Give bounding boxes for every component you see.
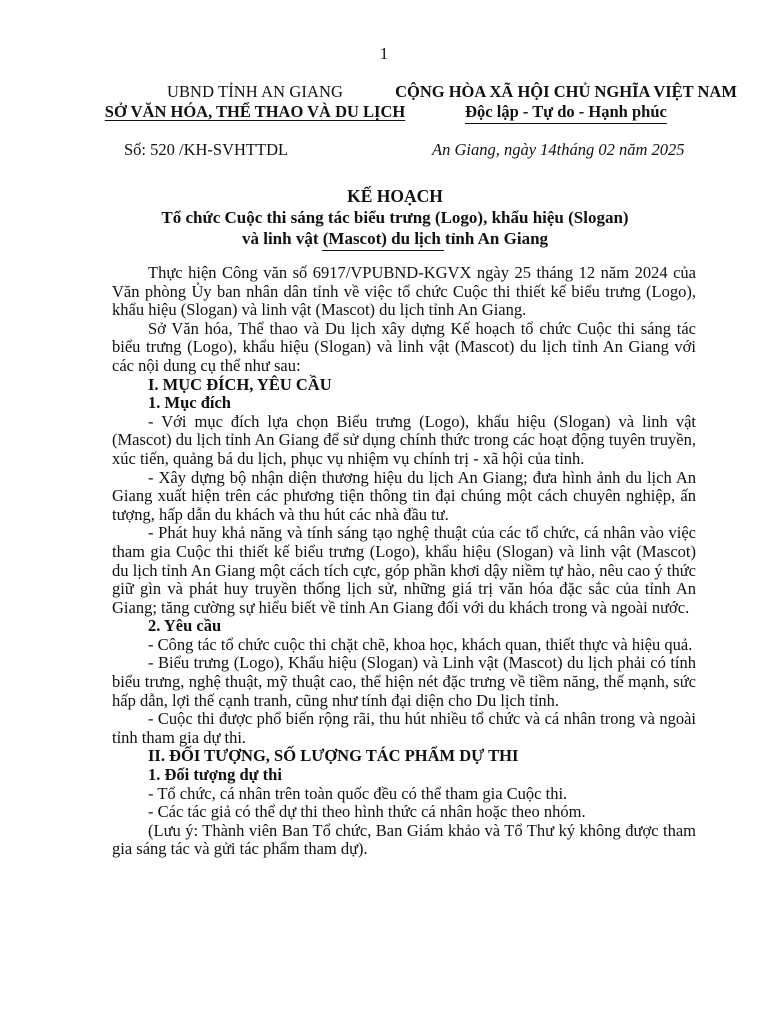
body-paragraph: - Với mục đích lựa chọn Biểu trưng (Logo), khẩu hiệu (Slogan) và linh vật (Mascot) du lịch tỉnh An Giang để sử dụng chính thức trong các hoạt động tuyên truyền, xúc tiến, quảng bá du lịch, phục vụ nhiệm vụ chính trị - xã hội của tỉnh.: [112, 411, 696, 468]
document-number: Số: 520 /KH-SVHTTDL: [124, 140, 289, 159]
subsection-heading: 1. Đối tượng dự thi: [148, 765, 282, 785]
section-heading: I. MỤC ĐÍCH, YÊU CẦU: [148, 374, 332, 394]
body-paragraph: Sở Văn hóa, Thể thao và Du lịch xây dựng Kế hoạch tổ chức Cuộc thi sáng tác biểu trưng (Logo), khẩu hiệu (Slogan) và linh vật (Mascot) du lịch tỉnh An Giang với các nội dung cụ thể như sau:: [112, 318, 696, 375]
agency-header: [100, 82, 410, 122]
agency-parent: UBND TỈNH AN GIANG: [166, 82, 344, 101]
body-paragraph: - Các tác giả có thể dự thi theo hình thức cá nhân hoặc theo nhóm.: [148, 802, 586, 822]
body-paragraph: Thực hiện Công văn số 6917/VPUBND-KGVX ngày 25 tháng 12 năm 2024 của Văn phòng Ủy ban nhân dân tỉnh về việc tổ chức Cuộc thi thiết kế biểu trưng (Logo), khẩu hiệu (Slogan) và linh vật (Mascot) du lịch tỉnh An Giang.: [112, 263, 696, 320]
agency-name: SỞ VĂN HÓA, THỂ THAO VÀ DU LỊCH: [104, 102, 406, 121]
body-paragraph: - Cuộc thi được phổ biến rộng rãi, thu hút nhiều tổ chức và cá nhân trong và ngoài tỉnh tham gia dự thi.: [112, 709, 696, 747]
body-paragraph: - Xây dựng bộ nhận diện thương hiệu du lịch An Giang; đưa hình ảnh du lịch An Giang xuất hiện trên các phương tiện thông tin đại chúng một cách chuyên nghiệp, ấn tượng, hấp dẫn du khách và thu hút các nhà đầu tư.: [112, 467, 696, 524]
subsection-heading: 1. Mục đích: [148, 393, 231, 413]
body-paragraph: - Tổ chức, cá nhân trên toàn quốc đều có thể tham gia Cuộc thi.: [148, 783, 568, 803]
document-body: [112, 264, 696, 859]
body-paragraph: - Phát huy khả năng và tính sáng tạo nghệ thuật của các tổ chức, cá nhân vào việc tham gia Cuộc thi thiết kế biểu trưng (Logo), khẩu hiệu (Slogan) và linh vật (Mascot) du lịch tỉnh An Giang một cách tích cực, góp phần khơi dậy niềm tự hào, nêu cao ý thức giữ gìn và phát huy truyền thống lịch sử, những giá trị văn hóa đặc sắc của tỉnh An Giang; tăng cường sự hiểu biết về tỉnh An Giang đối với du khách trong và ngoài nước.: [112, 523, 696, 617]
document-date: An Giang, ngày 14tháng 02 năm 2025: [432, 140, 685, 159]
title-line-3: và linh vật (Mascot) du lịch tỉnh An Giang: [241, 229, 549, 248]
national-title: CỘNG HÒA XÃ HỘI CHỦ NGHĨA VIỆT NAM: [395, 82, 737, 101]
title-line-2: Tổ chức Cuộc thi sáng tác biểu trưng (Logo), khẩu hiệu (Slogan): [161, 208, 629, 227]
document-title: [100, 186, 690, 249]
national-header: [385, 82, 747, 124]
national-motto: Độc lập - Tự do - Hạnh phúc: [465, 102, 667, 124]
title-line-1: KẾ HOẠCH: [347, 186, 443, 206]
section-heading: II. ĐỐI TƯỢNG, SỐ LƯỢNG TÁC PHẨM DỰ THI: [148, 746, 519, 766]
subsection-heading: 2. Yêu cầu: [148, 616, 222, 636]
body-paragraph: - Biểu trưng (Logo), Khẩu hiệu (Slogan) và Linh vật (Mascot) du lịch phải có tính biểu trưng, nghệ thuật, mỹ thuật cao, thể hiện nét đặc trưng về tiềm năng, thế mạnh, sức hấp dẫn, lợi thế cạnh tranh, cũng như tính đại diện cho Du lịch tỉnh.: [112, 653, 696, 710]
title-divider: [322, 250, 444, 251]
body-paragraph: - Công tác tổ chức cuộc thi chặt chẽ, khoa học, khách quan, thiết thực và hiệu quả.: [148, 634, 693, 654]
page-number: 1: [379, 44, 389, 63]
body-paragraph: (Lưu ý: Thành viên Ban Tổ chức, Ban Giám khảo và Tổ Thư ký không được tham gia sáng tác và gửi tác phẩm tham dự).: [112, 820, 696, 859]
